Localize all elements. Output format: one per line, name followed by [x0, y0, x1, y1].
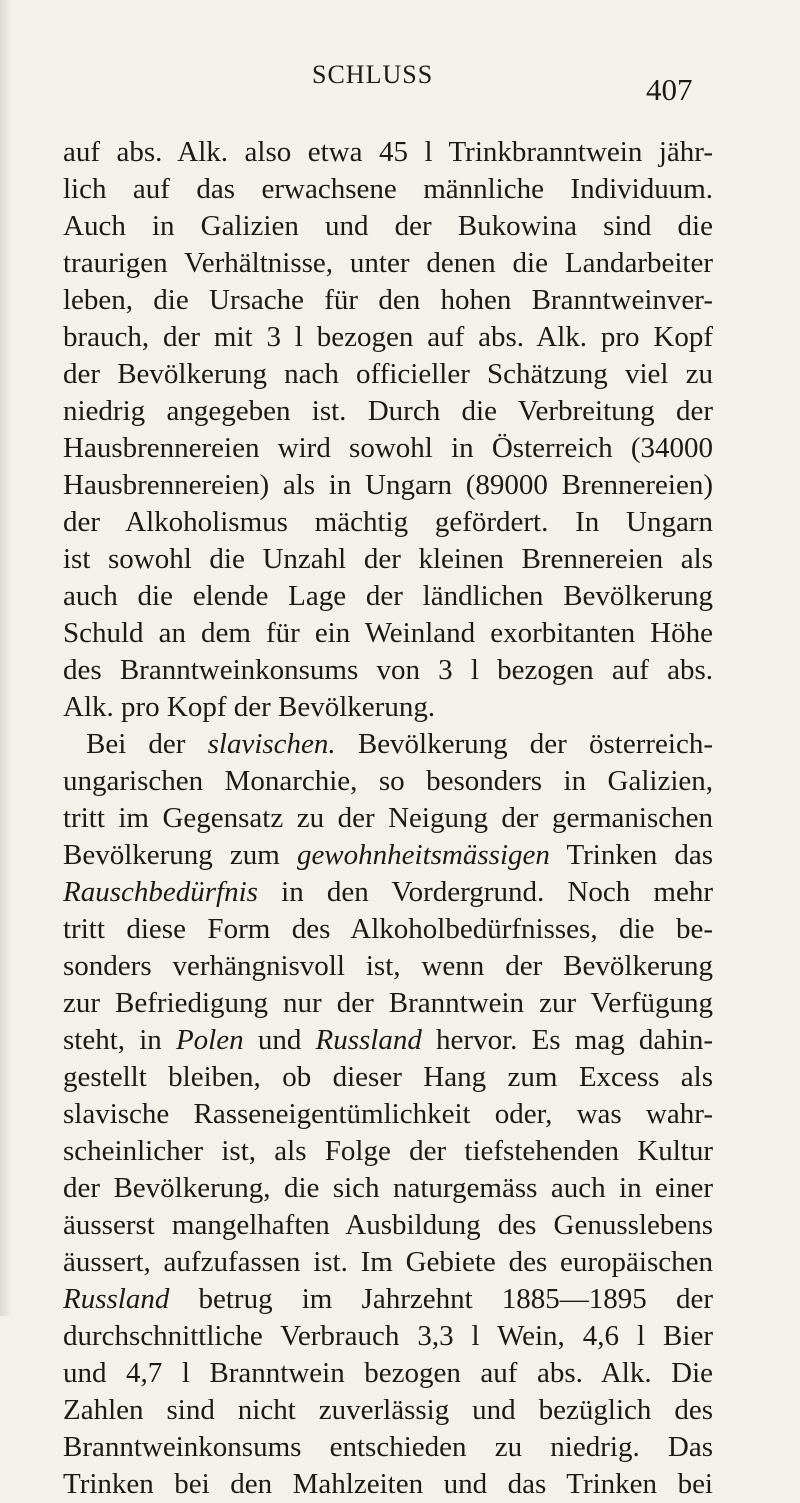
- italic-term: Russland: [63, 1283, 170, 1315]
- text-line: Hausbrennereien wird sowohl in Österreich (34000: [63, 432, 713, 464]
- body-text: [63, 134, 713, 1503]
- text-line: der Alkoholismus mächtig gefördert. In Ungarn: [63, 506, 713, 538]
- text-run: Bevölkerung zum: [63, 839, 297, 871]
- text-line: Hausbrennereien) als in Ungarn (89000 Brennereien): [63, 469, 713, 501]
- text-line: lich auf das erwachsene männliche Individuum.: [63, 173, 713, 205]
- text-line: sonders verhängnisvoll ist, wenn der Bevölkerung: [63, 950, 713, 982]
- text-line: durchschnittliche Verbrauch 3,3 l Wein, 4,6 l Bier: [63, 1320, 713, 1352]
- italic-term: gewohnheitsmässigen: [296, 839, 550, 871]
- text-line: Auch in Galizien und der Bukowina sind die: [63, 210, 713, 242]
- text-line: ungarischen Monarchie, so besonders in Galizien,: [63, 765, 713, 797]
- text-run: Trinken das: [549, 839, 713, 871]
- italic-term: slavischen.: [207, 728, 336, 760]
- text-line: [63, 1022, 713, 1059]
- text-line: auch die elende Lage der ländlichen Bevölkerung: [63, 580, 713, 612]
- text-line: Alk. pro Kopf der Bevölkerung.: [63, 691, 436, 723]
- text-line: Schuld an dem für ein Weinland exorbitanten Höhe: [63, 617, 713, 649]
- italic-term: Rauschbedürfnis: [63, 876, 258, 908]
- text-run: hervor. Es mag dahin-: [421, 1024, 713, 1056]
- text-run: steht, in: [63, 1024, 176, 1056]
- text-line: zur Befriedigung nur der Branntwein zur Verfügung: [63, 987, 713, 1019]
- text-line: traurigen Verhältnisse, unter denen die Landarbeiter: [63, 247, 713, 279]
- text-line: und 4,7 l Branntwein bezogen auf abs. Alk. Die: [63, 1357, 713, 1389]
- text-line: des Branntweinkonsums von 3 l bezogen auf abs.: [63, 654, 713, 686]
- text-line: gestellt bleiben, ob dieser Hang zum Excess als: [63, 1061, 713, 1093]
- text-line: slavische Rasseneigentümlichkeit oder, was wahr-: [63, 1098, 713, 1130]
- text-run: betrug im Jahrzehnt 1885—1895 der: [169, 1283, 713, 1315]
- italic-term: Russland: [315, 1024, 422, 1056]
- page-number: 407: [646, 72, 693, 107]
- text-line: Trinken bei den Mahlzeiten und das Trinken bei: [63, 1468, 713, 1500]
- text-line: Branntweinkonsums entschieden zu niedrig. Das: [63, 1431, 713, 1463]
- spine-shadow: [0, 0, 12, 1316]
- text-line: auf abs. Alk. also etwa 45 l Trinkbranntwein jähr-: [63, 136, 713, 168]
- text-line: niedrig angegeben ist. Durch die Verbreitung der: [63, 395, 713, 427]
- running-head: SCHLUSS: [312, 60, 434, 89]
- text-line: tritt diese Form des Alkoholbedürfnisses, die be-: [63, 913, 713, 945]
- text-run: Bevölkerung der österreich-: [335, 728, 713, 760]
- italic-term: Polen: [175, 1024, 244, 1056]
- text-line: [63, 726, 713, 763]
- text-line: tritt im Gegensatz zu der Neigung der germanischen: [63, 802, 713, 834]
- text-line: [63, 874, 713, 911]
- text-line: [63, 837, 713, 874]
- text-line: Zahlen sind nicht zuverlässig und bezüglich des: [63, 1394, 713, 1426]
- text-line: [63, 1281, 713, 1318]
- text-line: leben, die Ursache für den hohen Branntweinver-: [63, 284, 713, 316]
- text-line: brauch, der mit 3 l bezogen auf abs. Alk. pro Kopf: [63, 321, 713, 353]
- text-line: scheinlicher ist, als Folge der tiefstehenden Kultur: [63, 1135, 713, 1167]
- text-line: ist sowohl die Unzahl der kleinen Brennereien als: [63, 543, 713, 575]
- text-line: der Bevölkerung nach officieller Schätzung viel zu: [63, 358, 713, 390]
- text-run: und: [243, 1024, 316, 1056]
- text-line: äussert, aufzufassen ist. Im Gebiete des europäischen: [63, 1246, 713, 1278]
- text-line: der Bevölkerung, die sich naturgemäss auch in einer: [63, 1172, 713, 1204]
- text-run: in den Vordergrund. Noch mehr: [257, 876, 713, 908]
- text-run: Bei der: [86, 728, 208, 760]
- text-line: äusserst mangelhaften Ausbildung des Genusslebens: [63, 1209, 713, 1241]
